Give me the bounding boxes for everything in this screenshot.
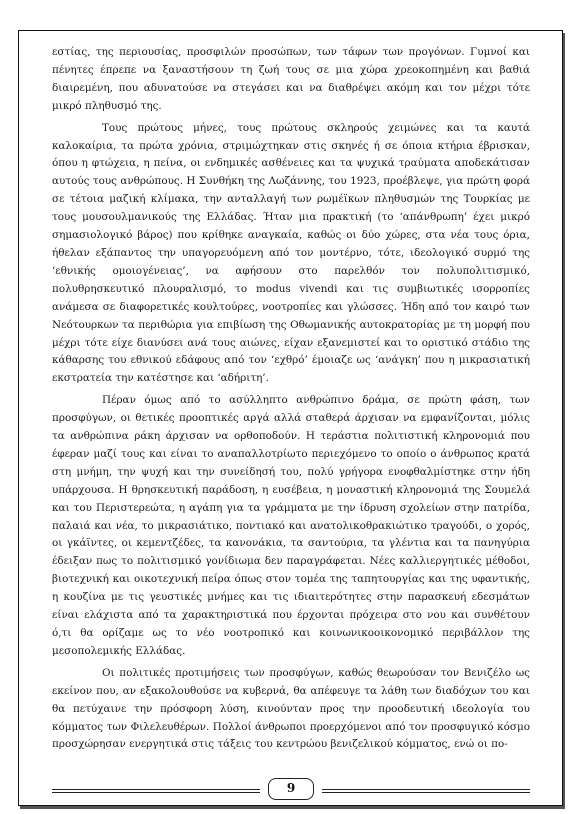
paragraph-2: Τους πρώτους μήνες, τους πρώτους σκληρούς χειμώνες και τα καυτά καλοκαίρια, τα πρώτα χρόνια, στριμώχτηκαν στις σκηνές ή σε όποια κτήρια έβρισκαν, όπου η φτώχεια, η πείνα, οι ενδημικές ασθένειες και τα ψυχικά τραύματα αποδεκάτισαν αυτούς τους ανθρώπους. Η Συνθήκη της Λωζάννης, του 1923, προέβλεψε, για πρώτη φορά σε τέτοια μαζική κλίμακα, την ανταλλαγή των ρωμέϊκων πληθυσμών της Τουρκίας με τους μουσουλμανικούς της Ελλάδας. Ήταν μια πρακτική (το ‘απάνθρωπη’ έχει μικρό σημασιολογικό βάρος) που κρίθηκε αναγκαία, καθώς οι δύο χώρες, στα νέα τους όρια, ήθελαν εξάπαντος την υπαγορευόμενη από τον μοντέρνο, τότε, ιδεολογικό συρμό της ‘εθνικής ομοιογένειας’, να αφήσουν στο παρελθόν τον πολυπολιτισμικό, πολυθρησκευτικό πλουραλισμό, το modus vivendi και τις συμβιωτικές ισορροπίες ανάμεσα σε διαφορετικές κουλτούρες, νοοτροπίες και γλώσσες. Ήδη από τον καιρό των Νεότουρκων τα περιθώρια για επιβίωση της Οθωμανικής αυτοκρατορίας με τη μορφή που μέχρι τότε είχε διανύσει ανά τους αιώνες, είχαν εξανεμιστεί και το οριστικό στάδιο της κάθαρσης του εθνικού εδάφους από τον ‘εχθρό’ έμοιαζε ως ‘ανάγκη’ που η μικρασιατική εκστρατεία την κατέστησε και ‘αδήριτη’. xyxy=(52,121,530,385)
paragraph-1: εστίας, της περιουσίας, προσφιλών προσώπων, των τάφων των προγόνων. Γυμνοί και πένητες έπρεπε να ξαναστήσουν τη ζωή τους σε μια χώρα χρεοκοπημένη και βαθιά διαιρεμένη, που αδυνατούσε να στεγάσει και να διαθρέψει ακόμη και τον μέχρι τότε μικρό πληθυσμό της. xyxy=(52,46,530,112)
footer-rule-right xyxy=(322,789,530,790)
footer-rule-left xyxy=(52,789,260,790)
paragraph-3: Πέραν όμως από το ασύλληπτο ανθρώπινο δράμα, σε πρώτη φάση, των προσφύγων, οι θετικές προοπτικές αργά αλλά σταθερά άρχισαν να εμφανίζονται, μόλις τα ανθρώπινα ράκη άρχισαν να ορθοποδούν. Η τεράστια πολιτιστική κληρονομιά που έφεραν μαζί τους και είναι το αναπαλλοτρίωτο περιεχόμενο το οποίο ο άνθρωπος κρατά στη μνήμη, την ψυχή και την συνείδησή του, πολύ γρήγορα ενοφθαλμίστηκε στην ήδη υπάρχουσα. Η θρησκευτική παράδοση, η ευσέβεια, η μοναστική κληρονομιά της Σουμελά και του Περιστερεώτα, η αγάπη για τα γράμματα με την ίδρυση σχολείων στην πατρίδα, παλαιά και νέα, το μικρασιάτικο, ποντιακό και ανατολικοθρακιώτικο τραγούδι, ο χορός, οι γκάϊντες, οι κεμεντζέδες, τα κανονάκια, τα σαντούρια, τα γλέντια και τα πανηγύρια έδειξαν πως το πολιτισμικό γονίδιωμα δεν παραγράφεται. Νέες καλλιεργητικές μέθοδοι, βιοτεχνική και οικοτεχνική πείρα όπως στον τομέα της ταπητουργίας και της υφαντικής, η κουζίνα με τις γευστικές μνήμες και τις ιδιαιτερότητες στην παρασκευή εδεσμάτων είναι ελάχιστα από τα χαρακτηριστικά που έρχονται πρόχειρα στο νου και συνθέτουν ό,τι θα ορίζαμε ως το νέο νοοτροπικό και κοινωνικοοικονομικό περιβάλλον της μεσοπολεμικής Ελλάδας. xyxy=(52,394,530,657)
page-footer xyxy=(52,778,530,802)
paragraph-4: Οι πολιτικές προτιμήσεις των προσφύγων, καθώς θεωρούσαν τον Βενιζέλο ως εκείνον που, αν εξακολουθούσε να κυβερνά, θα απέφευγε τα λάθη των διαδόχων του και θα πετύχαινε την πρόσφορη λύση, κινούνταν προς την προοδευτική ιδεολογία του κόμματος των Φιλελευθέρων. Πολλοί άνθρωποι προερχόμενοι από τον προσφυγικό κόσμο προσχώρησαν ενεργητικά στις τάξεις του κεντρώου βενιζελικού κόμματος, ενώ οι πο- xyxy=(52,666,530,751)
page-number: 9 xyxy=(268,778,314,800)
page-body xyxy=(52,44,530,754)
